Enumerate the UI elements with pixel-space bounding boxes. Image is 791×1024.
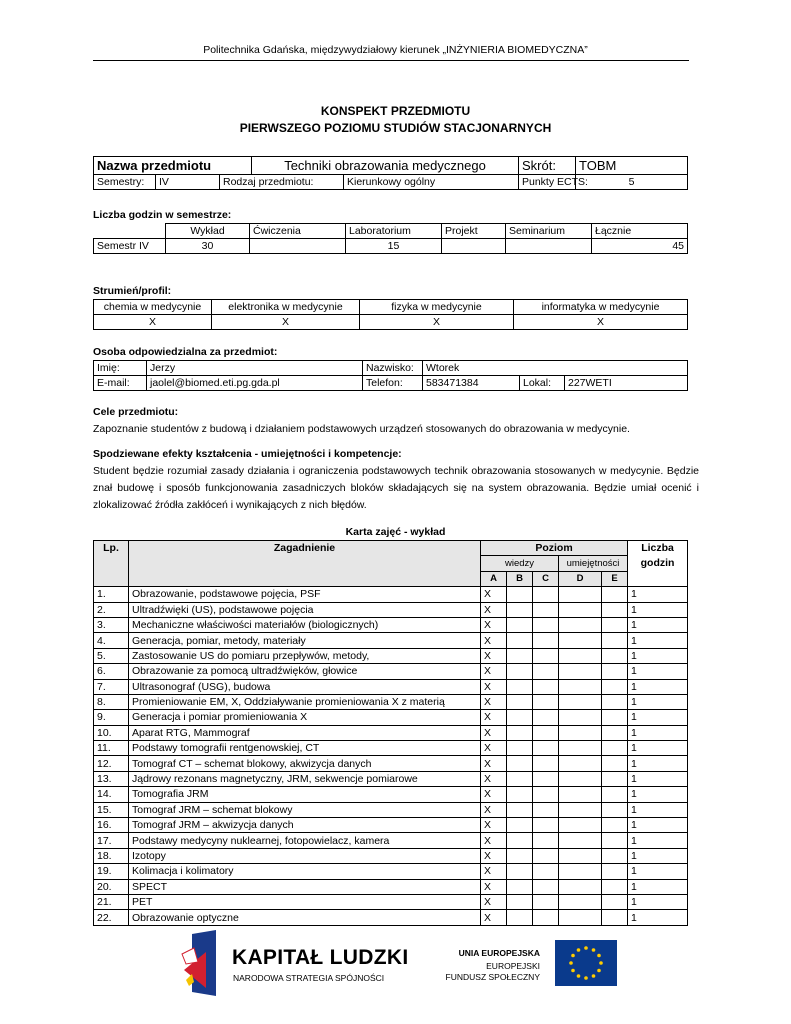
row-level-d	[559, 587, 602, 602]
eu-subtitle-2: FUNDUSZ SPOŁECZNY	[445, 972, 540, 982]
hours-header: Laboratorium	[346, 224, 442, 239]
row-level-b	[507, 648, 533, 663]
profile-mark: X	[360, 315, 514, 330]
row-level-a: X	[481, 648, 507, 663]
hours-value: 30	[166, 239, 250, 254]
lecture-row	[94, 633, 688, 648]
row-level-a: X	[481, 787, 507, 802]
subject-table	[93, 156, 688, 190]
footer-logos	[180, 930, 620, 1000]
row-lp: 4.	[94, 633, 129, 648]
row-level-c	[533, 725, 559, 740]
lecture-header-lp: Lp.	[94, 541, 129, 587]
row-level-b	[507, 725, 533, 740]
row-level-e	[602, 725, 628, 740]
row-level-a: X	[481, 664, 507, 679]
row-hours: 1	[628, 894, 688, 909]
row-level-e	[602, 587, 628, 602]
lecture-header-knowledge: wiedzy	[481, 556, 559, 571]
row-level-b	[507, 864, 533, 879]
subject-short-label: Skrót:	[519, 157, 576, 175]
room-value: 227WETI	[565, 376, 688, 391]
ects-label: Punkty ECTS:	[519, 175, 576, 190]
row-topic: Generacja i pomiar promieniowania X	[129, 710, 481, 725]
row-level-b	[507, 771, 533, 786]
row-level-a: X	[481, 679, 507, 694]
level-c-header: C	[533, 571, 559, 586]
row-hours: 1	[628, 679, 688, 694]
profile-section-label: Strumień/profil:	[93, 285, 172, 297]
header-divider	[93, 60, 689, 61]
eu-star	[584, 976, 588, 980]
lecture-row	[94, 710, 688, 725]
lecture-row	[94, 879, 688, 894]
email-value: jaolel@biomed.eti.pg.gda.pl	[147, 376, 363, 391]
hours-value	[442, 239, 506, 254]
type-value: Kierunkowy ogólny	[344, 175, 519, 190]
row-level-c	[533, 664, 559, 679]
hours-table	[93, 223, 688, 254]
row-topic: Mechaniczne właściwości materiałów (biologicznych)	[129, 617, 481, 632]
hours-corner	[94, 224, 166, 239]
row-topic: PET	[129, 894, 481, 909]
row-level-a: X	[481, 633, 507, 648]
lecture-row	[94, 741, 688, 756]
outcomes-section-label: Spodziewane efekty kształcenia - umiejętności i kompetencje:	[93, 448, 402, 460]
row-topic: Tomografia JRM	[129, 787, 481, 802]
row-hours: 1	[628, 633, 688, 648]
row-hours: 1	[628, 648, 688, 663]
lecture-row	[94, 648, 688, 663]
row-lp: 19.	[94, 864, 129, 879]
lecture-header-topic: Zagadnienie	[129, 541, 481, 587]
row-hours: 1	[628, 910, 688, 925]
lecture-row	[94, 833, 688, 848]
lecture-row	[94, 894, 688, 909]
row-level-d	[559, 710, 602, 725]
hours-row-label: Semestr IV	[94, 239, 166, 254]
row-topic: Obrazowanie za pomocą ultradźwięków, głowice	[129, 664, 481, 679]
row-level-c	[533, 802, 559, 817]
lecture-row	[94, 617, 688, 632]
subject-name-value: Techniki obrazowania medycznego	[252, 157, 519, 175]
row-level-c	[533, 879, 559, 894]
row-level-b	[507, 818, 533, 833]
row-lp: 2.	[94, 602, 129, 617]
row-lp: 11.	[94, 741, 129, 756]
row-level-e	[602, 787, 628, 802]
row-level-d	[559, 633, 602, 648]
row-topic: SPECT	[129, 879, 481, 894]
row-lp: 12.	[94, 756, 129, 771]
profile-mark: X	[212, 315, 360, 330]
row-level-c	[533, 864, 559, 879]
row-level-e	[602, 633, 628, 648]
row-level-d	[559, 617, 602, 632]
row-hours: 1	[628, 771, 688, 786]
row-level-d	[559, 848, 602, 863]
row-level-d	[559, 648, 602, 663]
level-d-header: D	[559, 571, 602, 586]
row-level-c	[533, 679, 559, 694]
row-lp: 14.	[94, 787, 129, 802]
eu-star	[584, 946, 588, 950]
last-name-value: Wtorek	[423, 361, 688, 376]
row-hours: 1	[628, 848, 688, 863]
ects-value: 5	[576, 175, 688, 190]
row-level-e	[602, 741, 628, 756]
eu-star	[592, 948, 596, 952]
lecture-row	[94, 587, 688, 602]
lecture-row	[94, 910, 688, 925]
row-level-b	[507, 602, 533, 617]
goals-text: Zapoznanie studentów z budową i działaniem podstawowych urządzeń stosowanych do obrazowania w medycynie.	[93, 423, 630, 435]
row-level-a: X	[481, 725, 507, 740]
phone-value: 583471384	[423, 376, 520, 391]
row-level-b	[507, 787, 533, 802]
row-level-c	[533, 617, 559, 632]
lecture-row	[94, 756, 688, 771]
row-topic: Tomograf CT – schemat blokowy, akwizycja danych	[129, 756, 481, 771]
row-level-d	[559, 771, 602, 786]
profile-table	[93, 299, 688, 330]
kl-title: KAPITAŁ LUDZKI	[232, 946, 409, 969]
row-topic: Jądrowy rezonans magnetyczny, JRM, sekwencje pomiarowe	[129, 771, 481, 786]
lecture-header-hours2: godzin	[628, 556, 688, 587]
lecture-row	[94, 818, 688, 833]
row-level-e	[602, 664, 628, 679]
lecture-row	[94, 725, 688, 740]
row-lp: 18.	[94, 848, 129, 863]
row-level-c	[533, 910, 559, 925]
eu-star	[571, 954, 575, 958]
row-level-a: X	[481, 694, 507, 709]
lecture-row	[94, 864, 688, 879]
hours-value	[506, 239, 592, 254]
row-level-d	[559, 818, 602, 833]
profile-header: elektronika w medycynie	[212, 300, 360, 315]
row-level-d	[559, 864, 602, 879]
row-level-d	[559, 910, 602, 925]
row-hours: 1	[628, 802, 688, 817]
row-level-c	[533, 787, 559, 802]
row-level-d	[559, 879, 602, 894]
eu-star	[599, 961, 603, 965]
eu-star	[577, 948, 581, 952]
row-level-e	[602, 679, 628, 694]
row-level-d	[559, 602, 602, 617]
kl-subtitle: NARODOWA STRATEGIA SPÓJNOŚCI	[233, 973, 385, 983]
row-level-e	[602, 894, 628, 909]
row-topic: Tomograf JRM – schemat blokowy	[129, 802, 481, 817]
row-level-e	[602, 879, 628, 894]
lecture-header-level: Poziom	[481, 541, 628, 556]
row-level-e	[602, 756, 628, 771]
row-topic: Izotopy	[129, 848, 481, 863]
eu-subtitle-1: EUROPEJSKI	[486, 961, 540, 971]
document-subtitle: PIERWSZEGO POZIOMU STUDIÓW STACJONARNYCH	[239, 121, 552, 135]
hours-value: 15	[346, 239, 442, 254]
profile-mark: X	[514, 315, 688, 330]
row-level-d	[559, 787, 602, 802]
row-level-a: X	[481, 894, 507, 909]
eu-star	[571, 969, 575, 973]
row-level-e	[602, 617, 628, 632]
row-level-e	[602, 648, 628, 663]
goals-section-label: Cele przedmiotu:	[93, 406, 179, 418]
profile-header: fizyka w medycynie	[360, 300, 514, 315]
row-hours: 1	[628, 664, 688, 679]
hours-header: Łącznie	[592, 224, 688, 239]
row-level-a: X	[481, 741, 507, 756]
hours-section-label: Liczba godzin w semestrze:	[93, 209, 232, 221]
hours-value	[250, 239, 346, 254]
row-level-a: X	[481, 818, 507, 833]
lecture-row	[94, 664, 688, 679]
row-hours: 1	[628, 710, 688, 725]
lecture-row	[94, 679, 688, 694]
row-hours: 1	[628, 879, 688, 894]
row-topic: Obrazowanie, podstawowe pojęcia, PSF	[129, 587, 481, 602]
row-level-b	[507, 633, 533, 648]
level-b-header: B	[507, 571, 533, 586]
row-level-a: X	[481, 602, 507, 617]
row-level-b	[507, 587, 533, 602]
row-topic: Obrazowanie optyczne	[129, 910, 481, 925]
row-hours: 1	[628, 617, 688, 632]
document-title: KONSPEKT PRZEDMIOTU	[320, 104, 471, 118]
first-name-label: Imię:	[94, 361, 147, 376]
row-topic: Aparat RTG, Mammograf	[129, 725, 481, 740]
row-hours: 1	[628, 818, 688, 833]
profile-mark: X	[94, 315, 212, 330]
row-level-a: X	[481, 617, 507, 632]
row-lp: 21.	[94, 894, 129, 909]
row-hours: 1	[628, 741, 688, 756]
phone-label: Telefon:	[363, 376, 423, 391]
row-level-c	[533, 648, 559, 663]
row-topic: Kolimacja i kolimatory	[129, 864, 481, 879]
row-level-e	[602, 864, 628, 879]
row-level-e	[602, 771, 628, 786]
row-level-a: X	[481, 587, 507, 602]
row-lp: 17.	[94, 833, 129, 848]
lecture-row	[94, 802, 688, 817]
row-hours: 1	[628, 587, 688, 602]
row-topic: Podstawy medycyny nuklearnej, fotopowielacz, kamera	[129, 833, 481, 848]
row-lp: 9.	[94, 710, 129, 725]
row-level-d	[559, 741, 602, 756]
lecture-row	[94, 694, 688, 709]
row-level-a: X	[481, 802, 507, 817]
subject-name-label: Nazwa przedmiotu	[94, 157, 252, 175]
row-level-c	[533, 771, 559, 786]
row-level-c	[533, 818, 559, 833]
row-level-b	[507, 710, 533, 725]
row-level-e	[602, 694, 628, 709]
lecture-row	[94, 602, 688, 617]
lecture-row	[94, 771, 688, 786]
row-level-e	[602, 602, 628, 617]
eu-star	[577, 974, 581, 978]
row-topic: Ultrasonograf (USG), budowa	[129, 679, 481, 694]
row-level-c	[533, 710, 559, 725]
eu-star	[597, 954, 601, 958]
row-lp: 10.	[94, 725, 129, 740]
row-level-c	[533, 602, 559, 617]
row-level-e	[602, 818, 628, 833]
row-level-e	[602, 910, 628, 925]
semester-value: IV	[156, 175, 220, 190]
profile-header: informatyka w medycynie	[514, 300, 688, 315]
profile-header: chemia w medycynie	[94, 300, 212, 315]
last-name-label: Nazwisko:	[363, 361, 423, 376]
semester-label: Semestry:	[94, 175, 156, 190]
lecture-row	[94, 848, 688, 863]
row-level-b	[507, 833, 533, 848]
eu-title: UNIA EUROPEJSKA	[458, 948, 540, 958]
hours-value: 45	[592, 239, 688, 254]
row-level-d	[559, 833, 602, 848]
row-level-b	[507, 664, 533, 679]
hours-header: Seminarium	[506, 224, 592, 239]
row-hours: 1	[628, 602, 688, 617]
row-hours: 1	[628, 864, 688, 879]
first-name-value: Jerzy	[147, 361, 363, 376]
row-level-c	[533, 741, 559, 756]
email-label: E-mail:	[94, 376, 147, 391]
row-lp: 6.	[94, 664, 129, 679]
row-lp: 20.	[94, 879, 129, 894]
row-topic: Generacja, pomiar, metody, materiały	[129, 633, 481, 648]
person-table	[93, 360, 688, 391]
lecture-caption: Karta zajęć - wykład	[345, 526, 446, 538]
row-hours: 1	[628, 694, 688, 709]
row-level-b	[507, 756, 533, 771]
row-level-a: X	[481, 879, 507, 894]
lecture-header-hours: Liczba	[628, 541, 688, 556]
row-hours: 1	[628, 725, 688, 740]
row-level-c	[533, 833, 559, 848]
row-level-a: X	[481, 710, 507, 725]
row-level-a: X	[481, 833, 507, 848]
row-level-c	[533, 587, 559, 602]
row-lp: 3.	[94, 617, 129, 632]
room-label: Lokal:	[520, 376, 565, 391]
row-level-b	[507, 802, 533, 817]
row-level-a: X	[481, 756, 507, 771]
row-topic: Tomograf JRM – akwizycja danych	[129, 818, 481, 833]
row-level-d	[559, 694, 602, 709]
hours-header: Ćwiczenia	[250, 224, 346, 239]
outcomes-text: Student będzie rozumiał zasady działania i ograniczenia podstawowych technik obrazowania stosowanych w medycynie. Będzie znał budowę i sposób funkcjonowania zasadniczych bloków składających się na system obrazowania. Będzie umiał ocenić i zlokalizować źródła zakłóceń i wynikających z nich błędów.	[93, 465, 699, 511]
row-level-c	[533, 848, 559, 863]
type-label: Rodzaj przedmiotu:	[220, 175, 344, 190]
lecture-row	[94, 787, 688, 802]
row-level-d	[559, 725, 602, 740]
row-level-e	[602, 710, 628, 725]
row-level-d	[559, 802, 602, 817]
row-level-c	[533, 694, 559, 709]
level-a-header: A	[481, 571, 507, 586]
row-topic: Zastosowanie US do pomiaru przepływów, metody,	[129, 648, 481, 663]
row-level-a: X	[481, 864, 507, 879]
row-level-a: X	[481, 771, 507, 786]
row-level-b	[507, 617, 533, 632]
eu-flag-icon	[555, 940, 617, 986]
row-lp: 1.	[94, 587, 129, 602]
row-lp: 22.	[94, 910, 129, 925]
row-level-e	[602, 833, 628, 848]
row-level-d	[559, 679, 602, 694]
row-lp: 13.	[94, 771, 129, 786]
row-level-d	[559, 756, 602, 771]
subject-short-value: TOBM	[576, 157, 688, 175]
eu-star	[569, 961, 573, 965]
lecture-table	[93, 540, 688, 926]
row-level-c	[533, 894, 559, 909]
page-header: Politechnika Gdańska, międzywydziałowy kierunek „INŻYNIERIA BIOMEDYCZNA”	[203, 44, 588, 56]
lecture-header-skills: umiejętności	[559, 556, 628, 571]
person-section-label: Osoba odpowiedzialna za przedmiot:	[93, 346, 278, 358]
eu-star	[597, 969, 601, 973]
row-level-b	[507, 741, 533, 756]
row-lp: 16.	[94, 818, 129, 833]
row-hours: 1	[628, 833, 688, 848]
row-level-c	[533, 633, 559, 648]
row-lp: 15.	[94, 802, 129, 817]
row-lp: 5.	[94, 648, 129, 663]
row-level-c	[533, 756, 559, 771]
hours-header: Projekt	[442, 224, 506, 239]
row-level-e	[602, 802, 628, 817]
level-e-header: E	[602, 571, 628, 586]
row-level-b	[507, 679, 533, 694]
row-level-e	[602, 848, 628, 863]
row-topic: Ultradźwięki (US), podstawowe pojęcia	[129, 602, 481, 617]
row-level-b	[507, 848, 533, 863]
row-level-b	[507, 694, 533, 709]
row-lp: 7.	[94, 679, 129, 694]
row-level-d	[559, 894, 602, 909]
row-level-b	[507, 879, 533, 894]
row-topic: Podstawy tomografii rentgenowskiej, CT	[129, 741, 481, 756]
row-hours: 1	[628, 756, 688, 771]
row-level-a: X	[481, 848, 507, 863]
row-hours: 1	[628, 787, 688, 802]
row-level-b	[507, 910, 533, 925]
row-level-d	[559, 664, 602, 679]
eu-star	[592, 974, 596, 978]
row-lp: 8.	[94, 694, 129, 709]
row-topic: Promieniowanie EM, X, Oddziaływanie promieniowania X z materią	[129, 694, 481, 709]
row-level-b	[507, 894, 533, 909]
hours-header: Wykład	[166, 224, 250, 239]
row-level-a: X	[481, 910, 507, 925]
kapital-ludzki-logo	[180, 930, 220, 996]
